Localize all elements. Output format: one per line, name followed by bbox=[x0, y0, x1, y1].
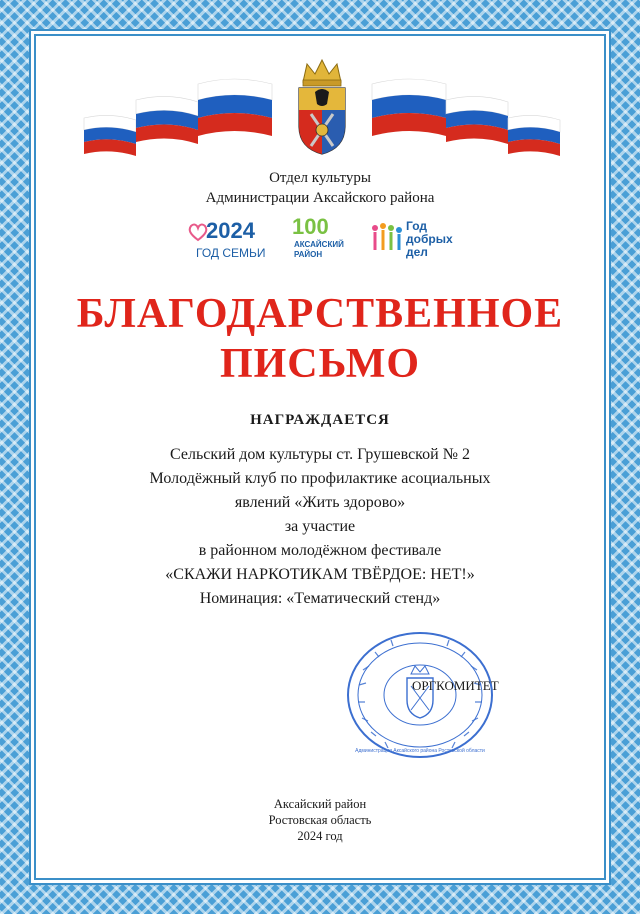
footer-line-2: Ростовская область bbox=[268, 813, 372, 827]
org-committee-signature: ОРГКОМИТЕТ bbox=[412, 678, 499, 693]
award-line: «СКАЖИ НАРКОТИКАМ ТВЁРДОЕ: НЕТ!» bbox=[165, 566, 475, 583]
award-line: в районном молодёжном фестивале bbox=[198, 542, 442, 559]
district-label-2: РАЙОН bbox=[294, 250, 323, 259]
award-line: Номинация: «Тематический стенд» bbox=[199, 590, 441, 607]
department-heading bbox=[40, 168, 600, 208]
awarded-label: НАГРАЖДАЕТСЯ bbox=[250, 412, 390, 428]
district-anniversary-logo bbox=[286, 216, 342, 264]
stamp-text: Администрация Аксайского района Ростовской области bbox=[355, 748, 485, 754]
year-of-good-deeds-logo bbox=[370, 216, 470, 264]
flag-left-1 bbox=[84, 115, 136, 156]
good-deeds-line-2: добрых bbox=[406, 232, 453, 246]
award-line: Сельский дом культуры ст. Грушевской № 2 bbox=[170, 446, 470, 463]
people-icon bbox=[370, 220, 404, 254]
award-line: за участие bbox=[284, 518, 356, 535]
good-deeds-line-3: дел bbox=[406, 245, 428, 259]
flag-left-3 bbox=[198, 79, 272, 136]
letter-title-line-2: ПИСЬМО bbox=[219, 341, 421, 387]
family-year: 2024 bbox=[206, 218, 255, 243]
family-year-label: ГОД СЕМЬИ bbox=[196, 246, 266, 260]
district-anniversary-number: 100 bbox=[292, 214, 329, 239]
flag-right-1 bbox=[372, 79, 446, 136]
letter-title-line-1: БЛАГОДАРСТВЕННОЕ bbox=[76, 291, 564, 337]
flag-left-2 bbox=[136, 96, 198, 144]
department-line-1: Отдел культуры bbox=[269, 170, 371, 186]
official-stamp bbox=[345, 630, 495, 760]
footer-line-3: 2024 год bbox=[297, 829, 343, 843]
district-label-1: АКСАЙСКИЙ bbox=[294, 240, 344, 249]
logos-row bbox=[0, 214, 640, 264]
footer-line-1: Аксайский район bbox=[273, 797, 367, 811]
good-deeds-line-1: Год bbox=[406, 219, 427, 233]
flag-right-2 bbox=[446, 96, 508, 144]
flag-right-3 bbox=[508, 115, 560, 156]
heart-icon bbox=[188, 222, 208, 242]
award-line: явлений «Жить здорово» bbox=[234, 494, 406, 511]
coat-of-arms-icon bbox=[293, 56, 351, 158]
year-of-family-logo bbox=[188, 218, 266, 264]
department-line-2: Администрации Аксайского района bbox=[205, 190, 435, 206]
award-line: Молодёжный клуб по профилактике асоциальных bbox=[149, 470, 491, 487]
